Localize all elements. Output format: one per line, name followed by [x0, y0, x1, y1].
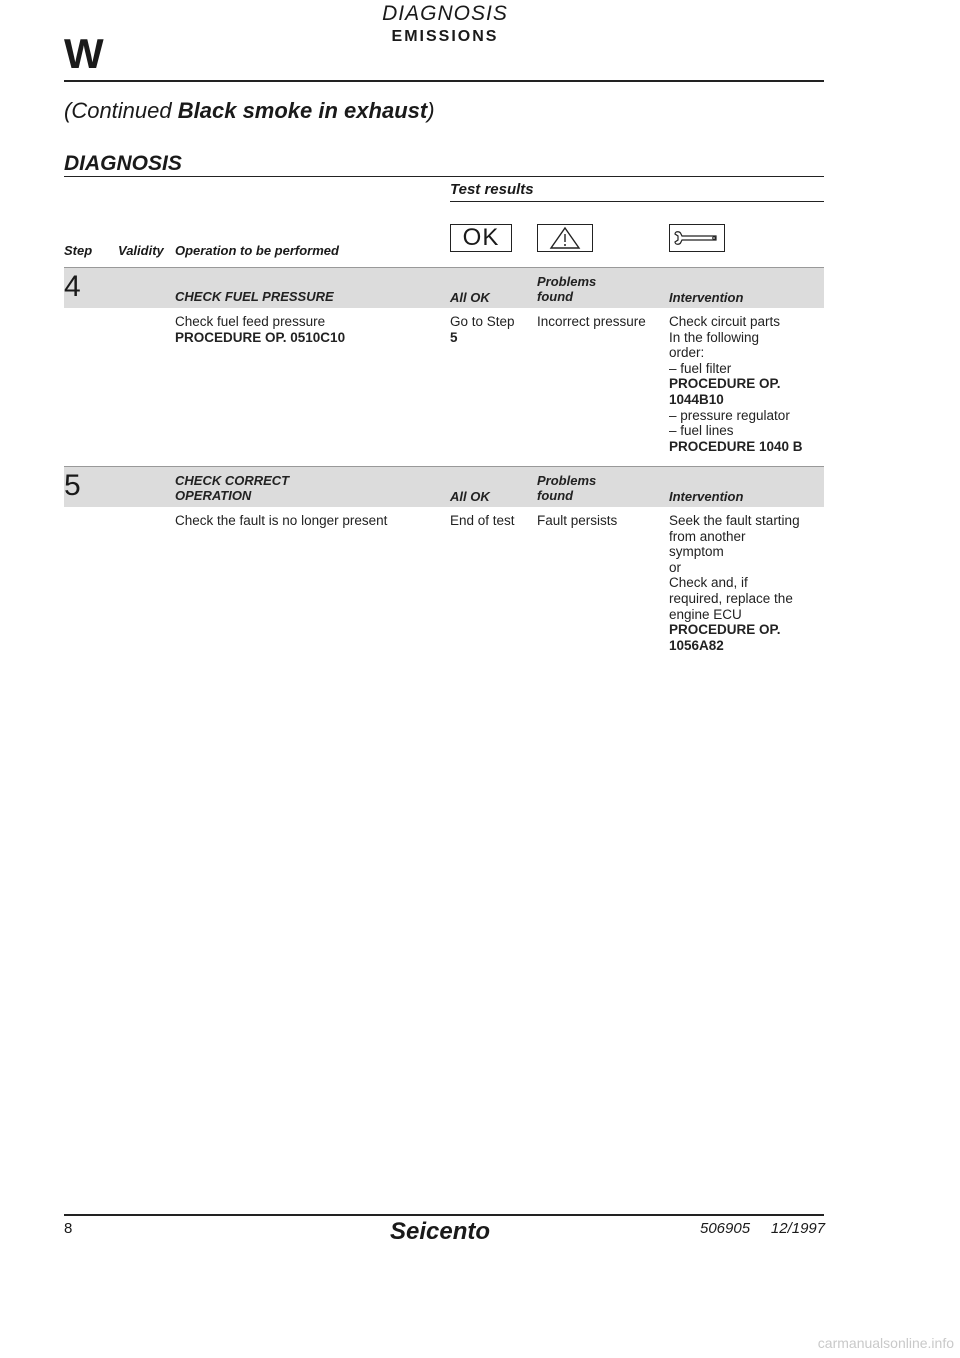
- found-line: found: [537, 289, 574, 304]
- wrench-icon: [669, 224, 725, 252]
- col-operation: Operation to be performed: [175, 243, 339, 258]
- problems-line: Problems: [537, 274, 597, 289]
- intervention-line: – pressure regulator: [669, 407, 790, 423]
- warning-triangle-glyph: [548, 226, 582, 250]
- title-line-1: CHECK CORRECT: [175, 473, 290, 488]
- intervention-line: 1044B10: [669, 391, 724, 407]
- intervention-line: – fuel lines: [669, 423, 734, 439]
- section-title: DIAGNOSIS: [64, 152, 182, 175]
- continued-prefix: (Continued: [64, 98, 178, 123]
- footer-rule: [64, 1214, 824, 1216]
- intervention-line: PROCEDURE 1040 B: [669, 438, 803, 454]
- watermark: carmanualsonline.info: [817, 1335, 954, 1351]
- step-5-all-ok: All OK: [450, 489, 490, 504]
- step-4-operation: [175, 314, 440, 345]
- section-rule: [64, 176, 824, 177]
- intervention-line: order:: [669, 345, 705, 361]
- continued-heading: [64, 98, 435, 124]
- page-number: 8: [64, 1220, 73, 1237]
- brand-logo: Seicento: [390, 1218, 491, 1245]
- intervention-line: – fuel filter: [669, 360, 732, 376]
- ok-icon: [450, 224, 512, 252]
- header-subtitle: EMISSIONS: [391, 28, 499, 45]
- intervention-line: symptom: [669, 544, 724, 560]
- step-5-ok-result: End of test: [450, 513, 515, 528]
- step-4-title: CHECK FUEL PRESSURE: [175, 289, 334, 304]
- header-rule: [64, 80, 824, 82]
- step-4-all-ok: All OK: [450, 290, 490, 305]
- step-4-problem: Incorrect pressure: [537, 314, 646, 329]
- continued-suffix: ): [427, 98, 435, 123]
- intervention-line: engine ECU: [669, 606, 742, 622]
- step-5-number: 5: [64, 469, 81, 502]
- title-line-2: OPERATION: [175, 488, 252, 503]
- step-5-title: [175, 473, 289, 503]
- operation-procedure: PROCEDURE OP. 0510C10: [175, 329, 346, 345]
- step-4-intervention: [669, 314, 829, 454]
- intervention-line: or: [669, 559, 682, 575]
- step-5-problems-found: [537, 473, 596, 503]
- intervention-line: Check circuit parts: [669, 314, 781, 329]
- ok-icon-text: OK: [462, 224, 500, 251]
- step-4-ok-result: [450, 314, 515, 345]
- header-title: DIAGNOSIS: [382, 2, 508, 25]
- step-4-number: 4: [64, 270, 81, 303]
- intervention-line: required, replace the: [669, 590, 793, 606]
- step-5-operation: Check the fault is no longer present: [175, 513, 388, 528]
- intervention-line: PROCEDURE OP.: [669, 376, 781, 392]
- operation-text: Check fuel feed pressure: [175, 314, 326, 329]
- col-step: Step: [64, 243, 93, 258]
- continued-topic: Black smoke in exhaust: [177, 98, 428, 123]
- intervention-line: 1056A82: [669, 637, 724, 653]
- step-4-intervention-label: Intervention: [669, 290, 744, 305]
- wrench-glyph: [672, 228, 722, 248]
- ok-result-step: 5: [450, 329, 458, 345]
- ok-result-text: Go to Step: [450, 314, 515, 329]
- section-letter: W: [64, 30, 104, 77]
- intervention-line: PROCEDURE OP.: [669, 622, 781, 638]
- col-validity: Validity: [118, 243, 164, 258]
- step-5-problem: Fault persists: [537, 513, 618, 528]
- step-5-intervention-label: Intervention: [669, 489, 744, 504]
- intervention-line: In the following: [669, 329, 760, 345]
- intervention-line: from another: [669, 528, 746, 544]
- warning-triangle-icon: [537, 224, 593, 252]
- step-5-intervention: [669, 513, 829, 653]
- intervention-line: Seek the fault starting: [669, 513, 800, 528]
- step-4-problems-found: [537, 274, 596, 304]
- problems-line: Problems: [537, 473, 597, 488]
- intervention-line: Check and, if: [669, 575, 748, 591]
- test-results-label: Test results: [450, 181, 534, 198]
- doc-reference: 506905 12/1997: [700, 1220, 826, 1237]
- found-line: found: [537, 488, 574, 503]
- test-results-rule: [450, 201, 824, 202]
